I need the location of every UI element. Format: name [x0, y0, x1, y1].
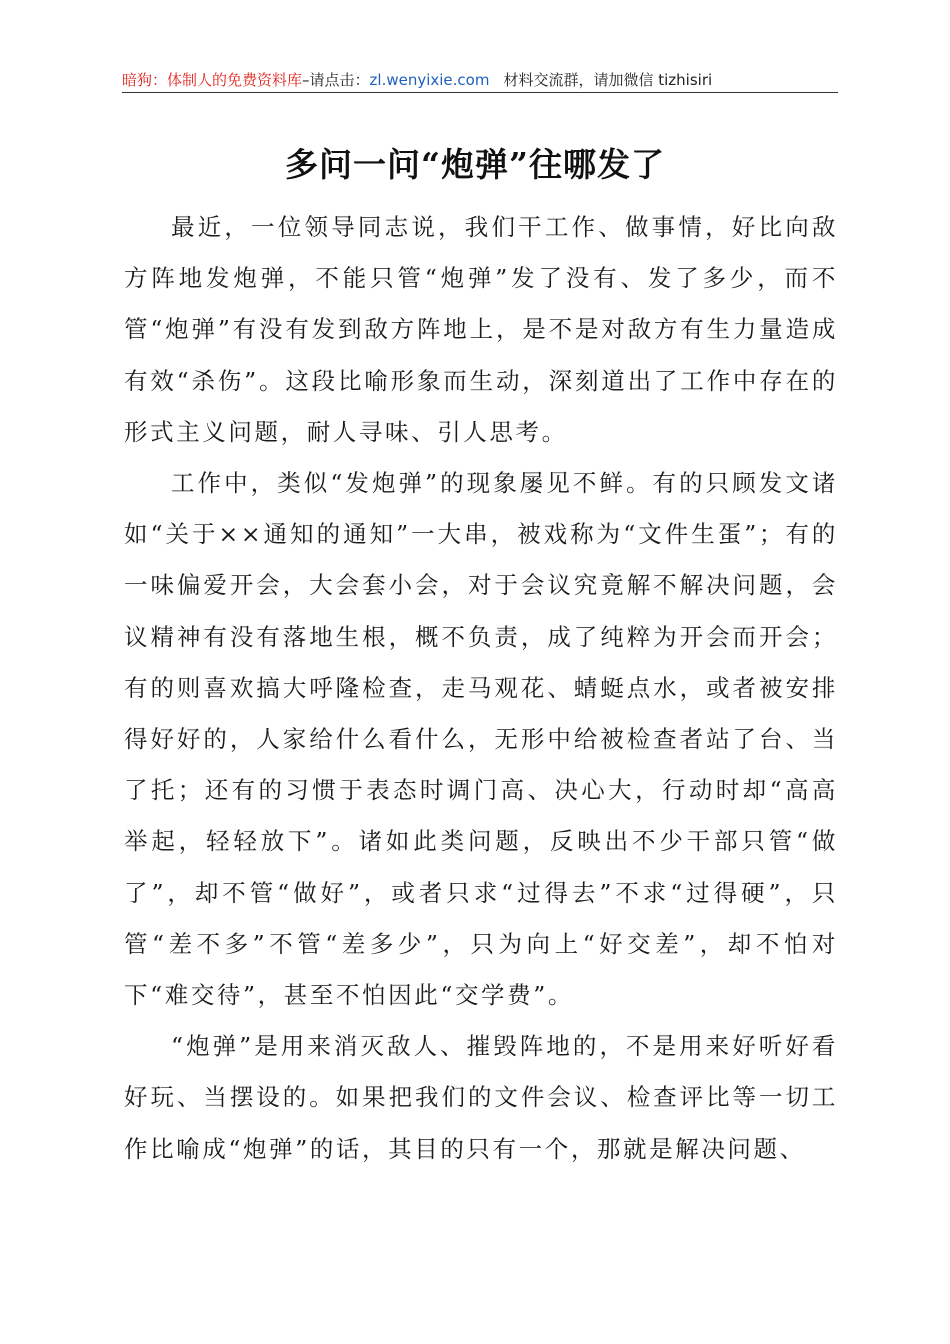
header-separator: –请点击：	[302, 71, 370, 89]
document-body	[124, 202, 838, 1175]
paragraph-3: “炮弹”是用来消灭敌人、摧毁阵地的，不是用来好听好看好玩、当摆设的。如果把我们的文件会议、检查评比等一切工作比喻成“炮弹”的话，其目的只有一个，那就是解决问题、	[124, 1032, 838, 1163]
paragraph-1: 最近，一位领导同志说，我们干工作、做事情，好比向敌方阵地发炮弹，不能只管“炮弹”发了没有、发了多少，而不管“炮弹”有没有发到敌方阵地上，是不是对敌方有生力量造成有效“杀伤”。这段比喻形象而生动，深刻道出了工作中存在的形式主义问题，耐人寻味、引人思考。	[124, 213, 838, 446]
header-note: 材料交流群，请加微信 tizhisiri	[503, 71, 713, 89]
document-title: 多问一问“炮弹”往哪发了	[285, 145, 665, 184]
paragraph-2: 工作中，类似“发炮弹”的现象屡见不鲜。有的只顾发文诸如“关于××通知的通知”一大串，被戏称为“文件生蛋”；有的一味偏爱开会，大会套小会，对于会议究竟解不解决问题，会议精神有没有落地生根，概不负责，成了纯粹为开会而开会；有的则喜欢搞大呼隆检查，走马观花、蜻蜓点水，或者被安排得好好的，人家给什么看什么，无形中给被检查者站了台、当了托；还有的习惯于表态时调门高、决心大，行动时却“高高举起，轻轻放下”。诸如此类问题，反映出不少干部只管“做了”，却不管“做好”，或者只求“过得去”不求“过得硬”，只管“差不多”不管“差多少”，只为向上“好交差”，却不怕对下“难交待”，甚至不怕因此“交学费”。	[124, 469, 838, 1010]
header-brand: 暗狗：体制人的免费资料库	[122, 71, 303, 89]
page-header	[122, 68, 838, 92]
header-divider	[122, 92, 838, 93]
header-link[interactable]: zl.wenyixie.com	[369, 71, 490, 89]
